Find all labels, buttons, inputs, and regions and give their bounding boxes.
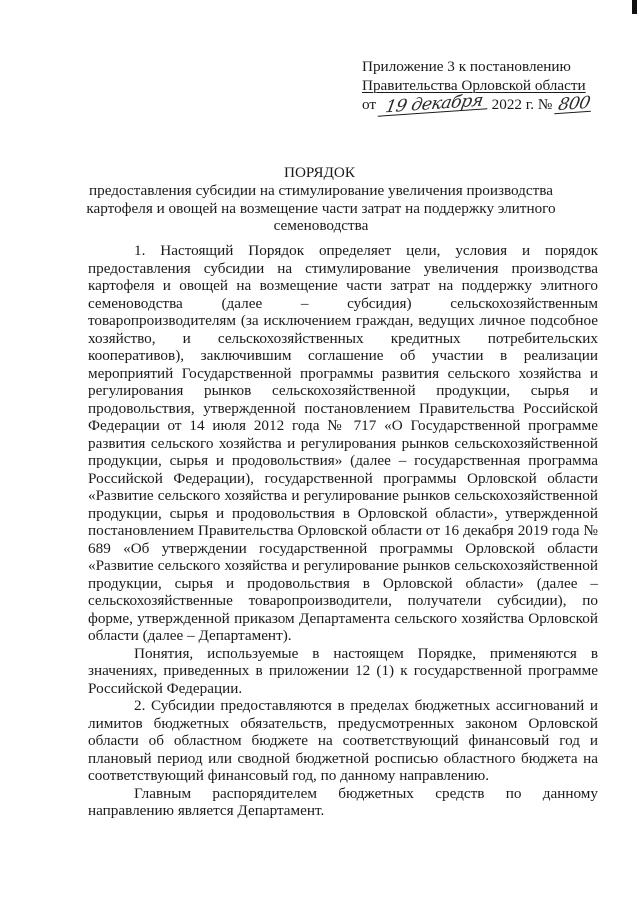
- paragraph-3: 2. Субсидии предоставляются в пределах бюджетных ассигнований и лимитов бюджетных обязательств, предусмотренных законом Орловской области об областном бюджете на соответствующий финансовый год и плановый период или сводной бюджетной росписью областного бюджета на соответствующий финансовый год, по данному направлению.: [88, 697, 598, 784]
- appendix-header: [362, 57, 622, 118]
- handwritten-number: 800: [554, 95, 594, 114]
- handwritten-date: 19 декабря: [377, 92, 490, 116]
- paragraph-1: 1. Настоящий Порядок определяет цели, условия и порядок предоставления субсидии на стимулирование увеличения производства картофеля и овощей на возмещение части затрат на поддержку элитного семеноводства (далее – субсидия) сельскохозяйственным товаропроизводителям (за исключением граждан, ведущих личное подсобное хозяйство, и сельскохозяйственных кредитных потребительских кооперативов), заключившим соглашение об участии в реализации мероприятий Государственной программы развития сельского хозяйства и регулирования рынков сельскохозяйственной продукции, сырья и продовольствия, утвержденной постановлением Правительства Российской Федерации от 14 июля 2012 года № 717 «О Государственной программе развития сельского хозяйства и регулирования рынков сельскохозяйственной продукции, сырья и продовольствия» (далее – государственная программа Российской Федерации), государственной программы Орловской области «Развитие сельского хозяйства и регулирование рынков сельскохозяйственной продукции, сырья и продовольствия в Орловской области», утвержденной постановлением Правительства Орловской области от 16 декабря 2019 года № 689 «Об утверждении государственной программы Орловской области «Развитие сельского хозяйства и регулирование рынков сельскохозяйственной продукции, сырья и продовольствия в Орловской области» (далее – сельскохозяйственные товаропроизводители, получатели субсидии), по форме, утвержденной приказом Департамента сельского хозяйства Орловской области (далее – Департамент).: [88, 242, 598, 644]
- appendix-line-3: [362, 90, 622, 118]
- scan-corner-mark: [632, 0, 637, 14]
- paragraph-2: Понятия, используемые в настоящем Порядке, применяются в значениях, приведенных в приложении 12 (1) к государственной программе Российской Федерации.: [88, 644, 598, 697]
- appendix-line-2: Правительства Орловской области: [362, 77, 586, 94]
- document-subtitle: предоставления субсидии на стимулирование увеличения производства картофеля и овощей на возмещение части затрат на поддержку элитного семеноводства: [86, 182, 556, 234]
- appendix-line-1: Приложение 3 к постановлению: [362, 58, 571, 75]
- appendix-prefix: от: [362, 96, 377, 113]
- appendix-year: 2022 г. №: [491, 96, 553, 113]
- paragraph-4: Главным распорядителем бюджетных средств по данному направлению является Департамент.: [88, 784, 598, 819]
- document-title: ПОРЯДОК: [283, 164, 355, 181]
- document-body: [88, 242, 598, 820]
